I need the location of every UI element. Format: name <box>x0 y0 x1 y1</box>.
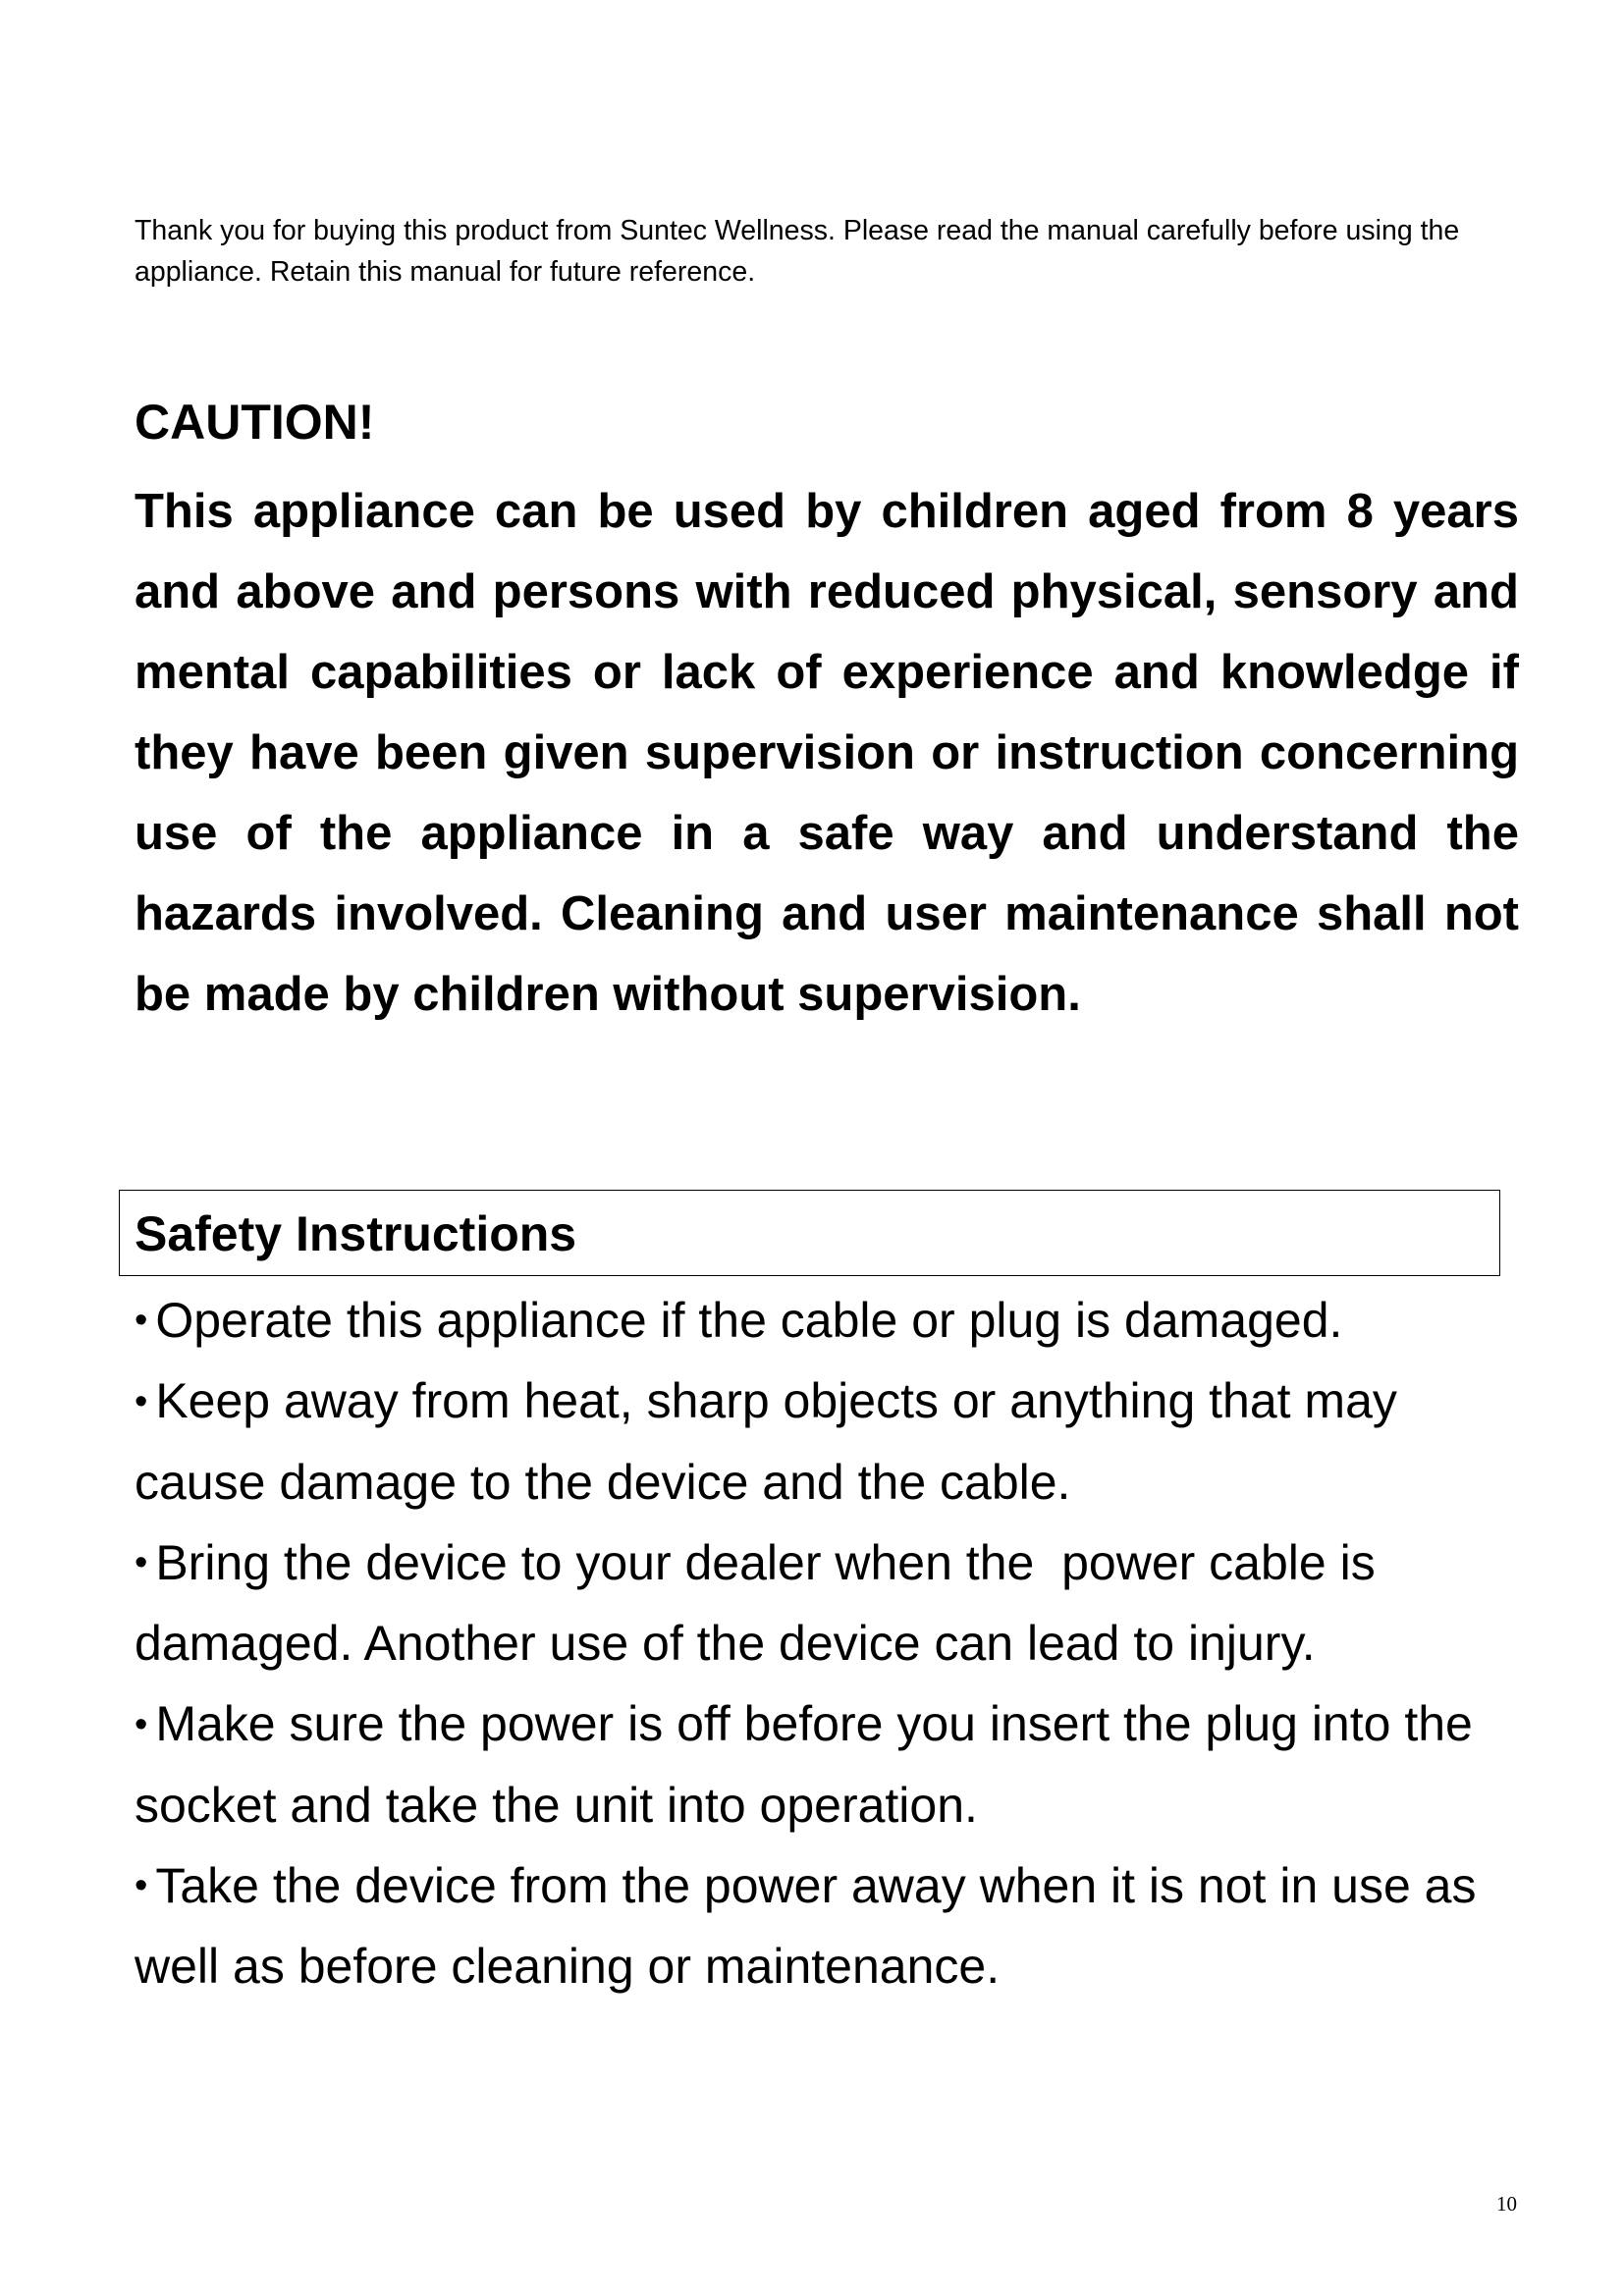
safety-instructions-title: Safety Instructions <box>135 1206 577 1261</box>
bullet-icon: • <box>135 1865 148 1907</box>
safety-instructions-list <box>135 1280 1529 2006</box>
safety-instruction-text: Keep away from heat, sharp objects or anything that may cause damage to the device and the cable. <box>135 1373 1397 1510</box>
bullet-icon: • <box>135 1380 148 1422</box>
safety-instruction-item <box>135 1683 1529 1844</box>
safety-instruction-item <box>135 1361 1529 1522</box>
safety-instruction-text: Take the device from the power away when it is not in use as well as before cleaning or maintenance. <box>135 1857 1477 1995</box>
safety-instruction-item <box>135 1280 1529 1361</box>
safety-instruction-text: Bring the device to your dealer when the power cable is damaged. Another use of the device can lead to injury. <box>135 1534 1389 1672</box>
bullet-icon: • <box>135 1300 148 1342</box>
intro-paragraph: Thank you for buying this product from Suntec Wellness. Please read the manual carefully before using the appliance. Retain this manual for future reference. <box>135 215 1460 288</box>
safety-instruction-item <box>135 1845 1529 2006</box>
caution-heading: CAUTION! <box>135 395 375 450</box>
safety-instruction-item <box>135 1522 1529 1683</box>
bullet-icon: • <box>135 1542 148 1584</box>
safety-instruction-text: Make sure the power is off before you insert the plug into the socket and take the unit into operation. <box>135 1696 1473 1833</box>
page-number: 10 <box>1496 2192 1517 2216</box>
caution-paragraph: This appliance can be used by children aged from 8 years and above and persons with reduced physical, sensory and mental capabilities or lack of experience and knowledge if they have been given supervision or instruction concerning use of the appliance in a safe way and understand the hazards involved. Cleaning and user maintenance shall not be made by children without supervision. <box>135 485 1519 1021</box>
safety-instruction-text: Operate this appliance if the cable or plug is damaged. <box>155 1293 1343 1348</box>
safety-instructions-header-box <box>119 1190 1500 1276</box>
bullet-icon: • <box>135 1703 148 1745</box>
